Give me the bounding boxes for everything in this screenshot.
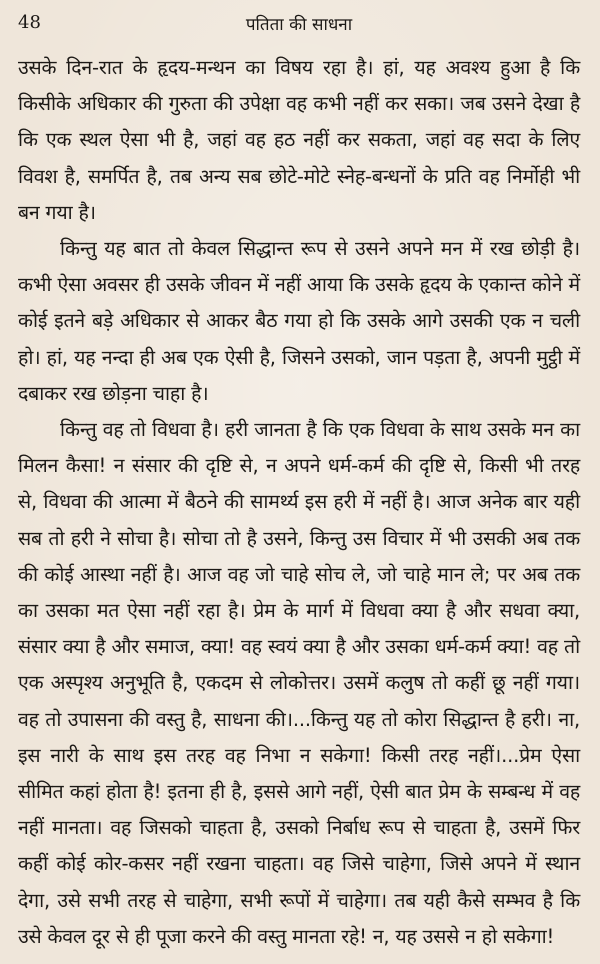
page-number: 48 [18,12,41,33]
body-text [18,50,580,955]
paragraph-2: किन्तु यह बात तो केवल सिद्धान्त रूप से उसने अपने मन में रख छोड़ी है। कभी ऐसा अवसर ही उसके जीवन में नहीं आया कि उसके हृदय के एकान्त कोने में कोई इतने बड़े अधिकार से आकर बैठ गया हो कि उसके आगे उसकी एक न चली हो। हां, यह नन्दा ही अब एक ऐसी है, जिसने उसको, जान पड़ता है, अपनी मुट्ठी में दबाकर रख छोड़ना चाहा है। [18,237,580,405]
page-header [18,8,580,44]
paragraph-3: किन्तु वह तो विधवा है। हरी जानता है कि एक विधवा के साथ उसके मन का मिलन कैसा! न संसार की दृष्टि से, न अपने धर्म-कर्म की दृष्टि से, किसी भी तरह से, विधवा की आत्मा में बैठने की सामर्थ्य इस हरी में नहीं है। आज अनेक बार यही सब तो हरी ने सोचा है। सोचा तो है उसने, किन्तु उस विचार में भी उसकी अब तक की कोई आस्था नहीं है। आज वह जो चाहे सोच ले, जो चाहे मान ले; पर अब तक का उसका मत ऐसा नहीं रहा है। प्रेम के मार्ग में विधवा क्या है और सधवा क्या, संसार क्या है और समाज, क्या! वह स्वयं क्या है और उसका धर्म-कर्म क्या! वह तो एक अस्पृश्य अनुभूति है, एकदम से लोकोत्तर। उसमें कलुष तो कहीं छू नहीं गया। वह तो उपासना की वस्तु है, साधना की।...किन्तु यह तो कोरा सिद्धान्त है हरी। ना, इस नारी के साथ इस तरह वह निभा न सकेगा! किसी तरह नहीं।...प्रेम ऐसा सीमित कहां होता है! इतना ही है, इससे आगे नहीं, ऐसी बात प्रेम के सम्बन्ध में वह नहीं मानता। वह जिसको चाहता है, उसको निर्बाध रूप से चाहता है, उसमें फिर कहीं कोई कोर-कसर नहीं रखना चाहता। वह जिसे चाहेगा, जिसे अपने में स्थान देगा, उसे सभी तरह से चाहेगा, सभी रूपों में चाहेगा। तब यही कैसे सम्भव है कि उसे केवल दूर से ही पूजा करने की वस्तु मानता रहे! न, यह उससे न हो सकेगा! [18,418,580,948]
running-title: पतिता की साधना [245,15,353,35]
paragraph-1: उसके दिन-रात के हृदय-मन्थन का विषय रहा है। हां, यह अवश्य हुआ है कि किसीके अधिकार की गुरुता की उपेक्षा वह कभी नहीं कर सका। जब उसने देखा है कि एक स्थल ऐसा भी है, जहां वह हठ नहीं कर सकता, जहां वह सदा के लिए विवश है, समर्पित है, तब अन्य सब छोटे-मोटे स्नेह-बन्धनों के प्रति वह निर्मोही भी बन गया है। [18,56,580,224]
